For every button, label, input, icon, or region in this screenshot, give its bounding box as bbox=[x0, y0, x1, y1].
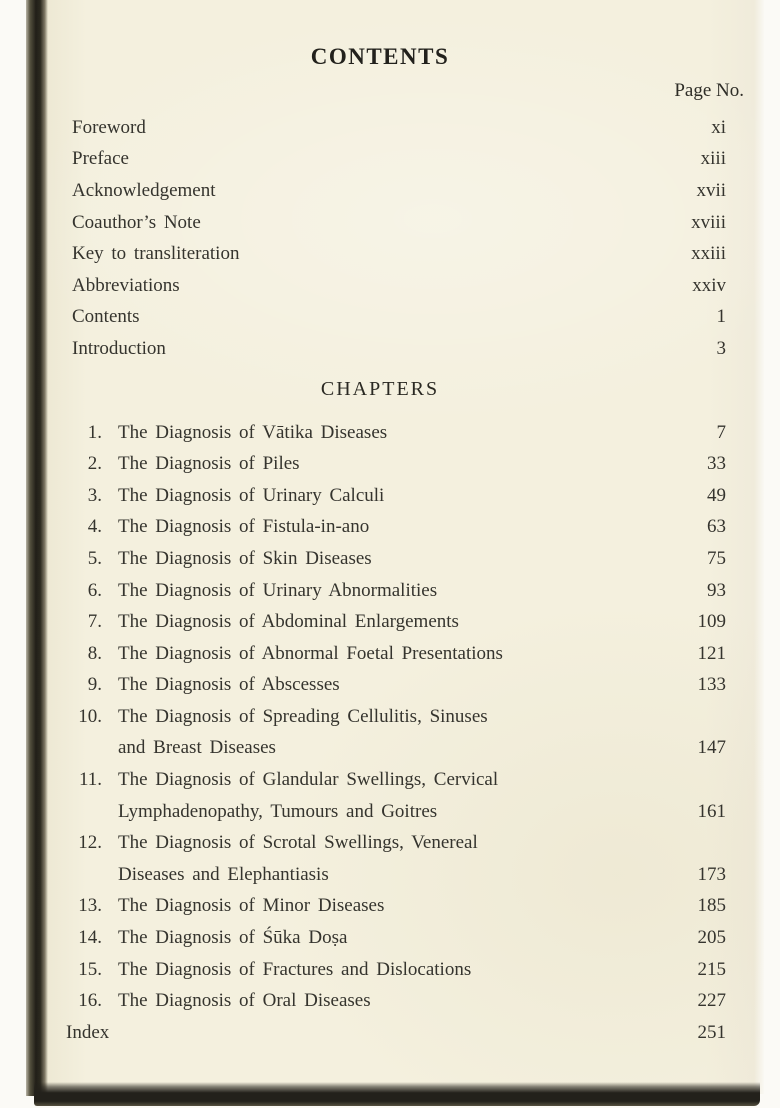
toc-entry-number: 15. bbox=[78, 958, 102, 980]
toc-row bbox=[72, 112, 726, 144]
toc-row bbox=[72, 954, 726, 986]
toc-entry-title: Contents bbox=[72, 306, 140, 328]
toc-entry-page: 33 bbox=[707, 453, 726, 475]
toc-entry-number: 13. bbox=[78, 895, 102, 917]
front-matter-list bbox=[72, 112, 726, 365]
toc-row bbox=[72, 922, 726, 954]
toc-entry-number: 7. bbox=[87, 611, 102, 633]
toc-entry-page: 133 bbox=[697, 674, 726, 696]
toc-entry-title: The Diagnosis of Abscesses bbox=[118, 674, 340, 696]
toc-entry-page: 147 bbox=[697, 737, 726, 759]
toc-entry-title: The Diagnosis of Spreading Cellulitis, Sinuses bbox=[118, 705, 488, 727]
toc-entry-title: The Diagnosis of Piles bbox=[118, 453, 300, 475]
toc-entry-number: 5. bbox=[87, 547, 102, 569]
toc-entry-page: xxiv bbox=[692, 274, 726, 296]
toc-entry-title: Coauthor’s Note bbox=[72, 211, 201, 233]
toc-entry-title: The Diagnosis of Fistula-in-ano bbox=[118, 516, 370, 538]
index-page: 251 bbox=[697, 1021, 726, 1043]
toc-entry-title: The Diagnosis of Minor Diseases bbox=[118, 895, 385, 917]
toc-entry-title: Acknowledgement bbox=[72, 179, 216, 201]
toc-entry-title: Preface bbox=[72, 148, 129, 170]
toc-row bbox=[72, 796, 726, 828]
toc-row bbox=[72, 638, 726, 670]
toc-entry-title: Diseases and Elephantiasis bbox=[118, 863, 329, 885]
toc-entry-title: Abbreviations bbox=[72, 274, 180, 296]
toc-entry-title: The Diagnosis of Fractures and Dislocations bbox=[118, 958, 472, 980]
chapters-list bbox=[72, 417, 726, 1017]
toc-row bbox=[72, 543, 726, 575]
toc-entry-title: Introduction bbox=[72, 337, 166, 359]
toc-row bbox=[72, 144, 726, 176]
index-row bbox=[66, 1017, 726, 1049]
toc-row bbox=[72, 480, 726, 512]
toc-entry-number: 6. bbox=[87, 579, 102, 601]
page-number-column-header: Page No. bbox=[674, 80, 744, 101]
toc-entry-page: xi bbox=[711, 116, 726, 138]
toc-entry-page: 121 bbox=[697, 642, 726, 664]
toc-entry-page: 7 bbox=[716, 421, 726, 443]
toc-entry-page: xviii bbox=[691, 211, 726, 233]
toc-entry-title: The Diagnosis of Oral Diseases bbox=[118, 990, 371, 1012]
toc-entry-page: 173 bbox=[697, 863, 726, 885]
toc-entry-page: 161 bbox=[697, 800, 726, 822]
toc-row bbox=[72, 701, 664, 733]
toc-entry-number: 14. bbox=[78, 927, 102, 949]
toc-row bbox=[72, 238, 726, 270]
toc-entry-page: 3 bbox=[716, 337, 726, 359]
page-title: CONTENTS bbox=[310, 44, 450, 69]
toc-row bbox=[72, 270, 726, 302]
toc-row bbox=[72, 827, 664, 859]
toc-entry-page: 49 bbox=[707, 484, 726, 506]
toc-entry-page: xvii bbox=[696, 179, 726, 201]
toc-row bbox=[72, 859, 726, 891]
toc-row bbox=[72, 333, 726, 365]
toc-entry-title: The Diagnosis of Glandular Swellings, Cervical bbox=[118, 769, 499, 791]
toc-entry-title: Lymphadenopathy, Tumours and Goitres bbox=[118, 800, 438, 822]
toc-row bbox=[72, 575, 726, 607]
toc-entry-title: The Diagnosis of Skin Diseases bbox=[118, 547, 372, 569]
toc-entry-number: 2. bbox=[87, 453, 102, 475]
toc-entry-page: xxiii bbox=[691, 243, 726, 265]
toc-entry-page: 205 bbox=[697, 927, 726, 949]
toc-entry-page: 109 bbox=[697, 611, 726, 633]
toc-entry-number: 11. bbox=[78, 769, 102, 791]
toc-entry-title: and Breast Diseases bbox=[118, 737, 276, 759]
toc-row bbox=[72, 606, 726, 638]
toc-entry-number: 9. bbox=[87, 674, 102, 696]
toc-entry-page: xiii bbox=[700, 148, 726, 170]
toc-entry-title: The Diagnosis of Vātika Diseases bbox=[118, 421, 388, 443]
toc-row bbox=[72, 891, 726, 923]
toc-row bbox=[72, 175, 726, 207]
toc-row bbox=[72, 302, 726, 334]
toc-entry-number: 10. bbox=[78, 705, 102, 727]
toc-entry-page: 185 bbox=[697, 895, 726, 917]
toc-entry-number: 1. bbox=[87, 421, 102, 443]
toc-entry-page: 215 bbox=[697, 958, 726, 980]
toc-entry-title: The Diagnosis of Abdominal Enlargements bbox=[118, 611, 459, 633]
toc-row bbox=[72, 207, 726, 239]
book-spine-shadow bbox=[26, 0, 48, 1096]
toc-row bbox=[72, 764, 664, 796]
page-bottom-edge-shadow bbox=[34, 1082, 760, 1106]
toc-entry-number: 4. bbox=[87, 516, 102, 538]
chapters-heading: CHAPTERS bbox=[320, 377, 440, 400]
toc-entry-title: The Diagnosis of Śūka Doṣa bbox=[118, 927, 348, 949]
toc-entry-page: 1 bbox=[716, 306, 726, 328]
toc-entry-title: The Diagnosis of Urinary Abnormalities bbox=[118, 579, 438, 601]
toc-entry-page: 227 bbox=[697, 990, 726, 1012]
toc-entry-page: 93 bbox=[707, 579, 726, 601]
toc-entry-number: 8. bbox=[87, 642, 102, 664]
toc-entry-number: 16. bbox=[78, 990, 102, 1012]
toc-entry-page: 75 bbox=[707, 547, 726, 569]
toc-row bbox=[72, 670, 726, 702]
toc-entry-title: The Diagnosis of Scrotal Swellings, Venereal bbox=[118, 832, 478, 854]
toc-row bbox=[72, 417, 726, 449]
toc-row bbox=[72, 985, 726, 1017]
toc-row bbox=[72, 448, 726, 480]
toc-entry-page: 63 bbox=[707, 516, 726, 538]
toc-entry-number: 3. bbox=[87, 484, 102, 506]
page-content bbox=[28, 0, 764, 1094]
toc-row bbox=[72, 733, 726, 765]
toc-entry-title: Foreword bbox=[72, 116, 146, 138]
toc-entry-number: 12. bbox=[78, 832, 102, 854]
toc-entry-title: The Diagnosis of Urinary Calculi bbox=[118, 484, 385, 506]
toc-entry-title: The Diagnosis of Abnormal Foetal Presentations bbox=[118, 642, 503, 664]
toc-row bbox=[72, 512, 726, 544]
index-label: Index bbox=[66, 1021, 110, 1043]
toc-entry-title: Key to transliteration bbox=[72, 243, 240, 265]
